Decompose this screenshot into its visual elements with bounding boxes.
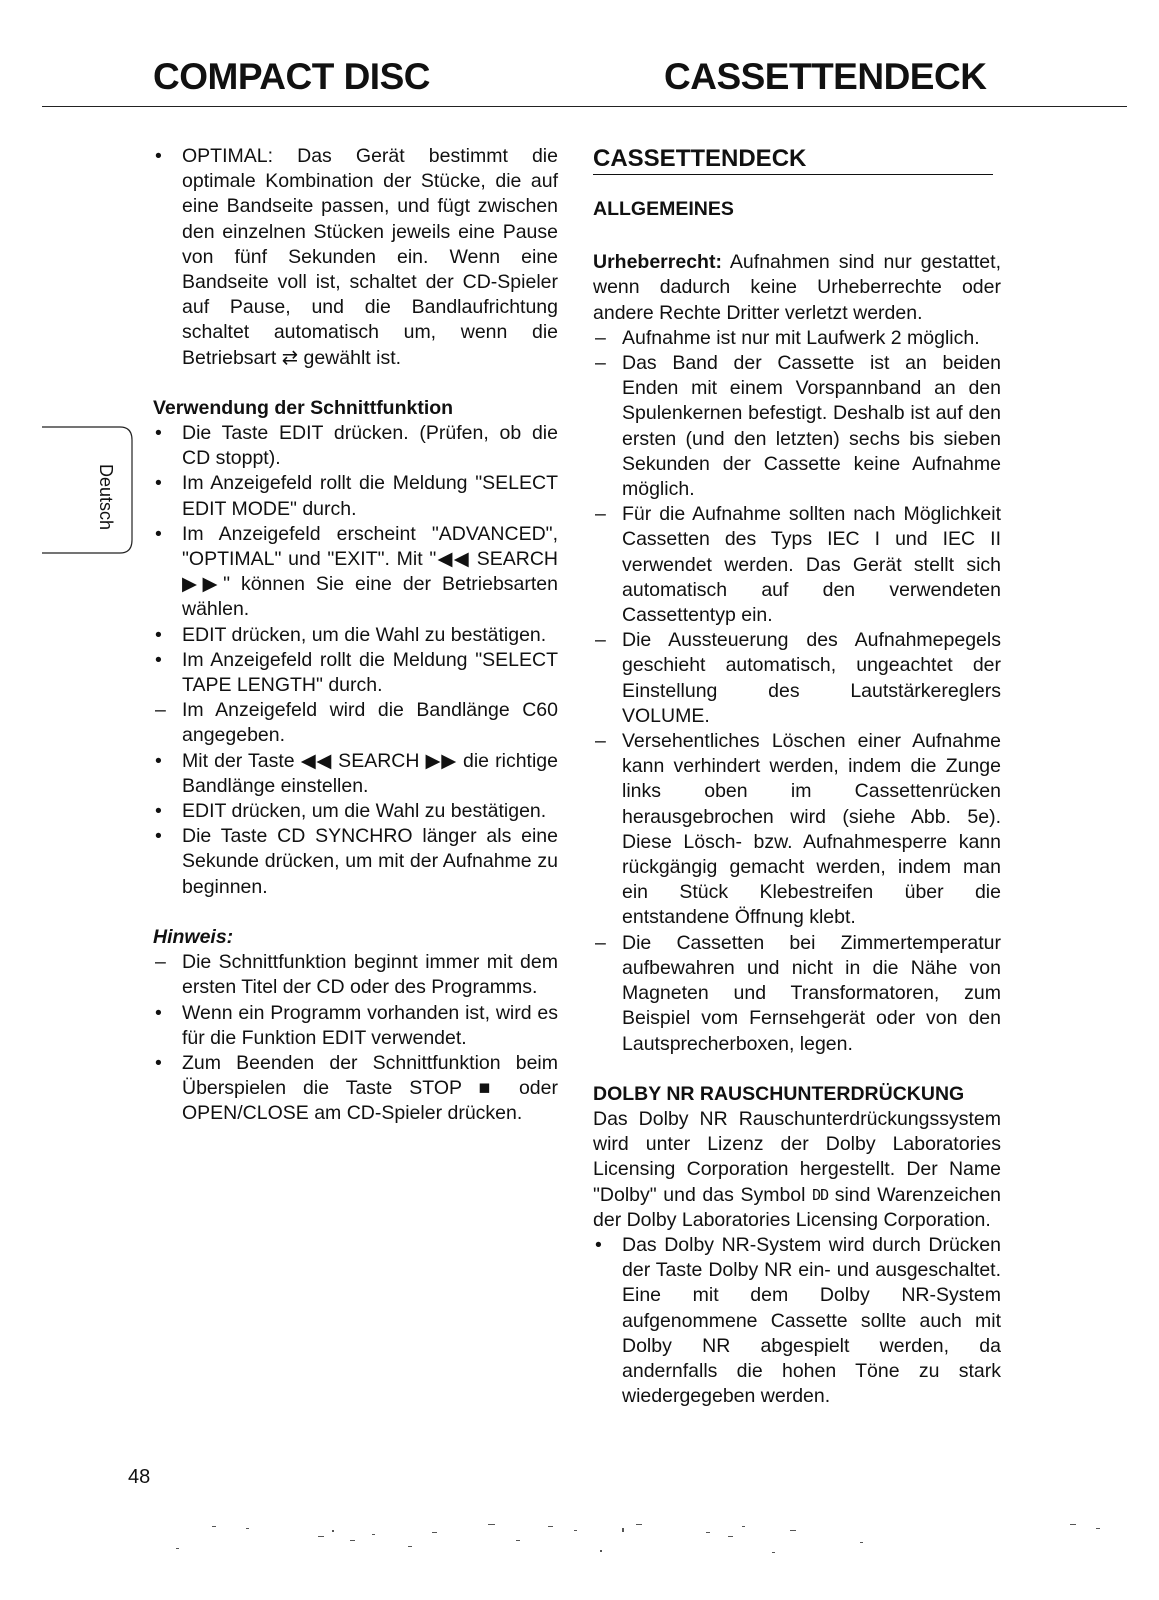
edit-step: • Die Taste CD SYNCHRO länger als eine Sekunde drücken, um mit der Aufnahme zu beginnen. [153,824,558,900]
dolby-symbol-icon: DD [812,1185,829,1204]
header-divider [42,106,1127,107]
header-compact-disc: COMPACT DISC [153,56,430,97]
general-item: – Aufnahme ist nur mit Laufwerk 2 möglich. [593,326,1001,351]
optimal-text-a: OPTIMAL: Das Gerät bestimmt die optimale Kombination der Stücke, die auf eine Bandseite passen, und fügt zwischen den einzelnen Stücken jeweils eine Pause von fünf Sekunden ein. Wenn eine Bandseite voll ist, schaltet der CD-Spieler auf Pause, und die Bandlaufrichtung schaltet automatisch um, wenn die Betriebsart [182,145,558,369]
dolby-text-a: Das Dolby NR Rauschunterdrückungssystem wird unter Lizenz der Dolby Laboratories Licensing Corporation hergestellt. Der Name "Dolby" und das Symbol [593,1107,1001,1206]
header-cassettendeck: CASSETTENDECK [664,56,987,97]
edit-step: • EDIT drücken, um die Wahl zu bestätigen. [153,623,558,648]
dolby-paragraph [593,1107,1001,1233]
edit-step: • Die Taste EDIT drücken. (Prüfen, ob die CD stoppt). [153,421,558,471]
edit-step: • Mit der Taste ◀◀ SEARCH ▶▶ die richtige Bandlänge einstellen. [153,749,558,799]
general-heading: ALLGEMEINES [593,198,734,220]
optimal-text-b: gewählt ist. [298,346,402,369]
note-item: – Die Schnittfunktion beginnt immer mit dem ersten Titel der CD oder des Programms. [153,950,558,1000]
general-item: – Die Aussteuerung des Aufnahmepegels geschieht automatisch, ungeachtet der Einstellung des Lautstärkereglers VOLUME. [593,628,1001,729]
edit-step: • Im Anzeigefeld rollt die Meldung "SELECT TAPE LENGTH" durch. [153,648,558,698]
edit-heading: Verwendung der Schnittfunktion [153,396,454,419]
note-item: • Wenn ein Programm vorhanden ist, wird es für die Funktion EDIT verwendet. [153,1001,558,1051]
spacer [593,1057,1001,1082]
general-item: – Das Band der Cassette ist an beiden Enden mit einem Vorspannband an den Spulenkernen befestigt. Deshalb ist auf den ersten (und den letzten) sechs bis sieben Sekunden der Cassette keine Aufnahme möglich. [593,351,1001,502]
note-heading: Hinweis: [153,925,234,948]
copyright-label: Urheberrecht: [593,251,722,274]
edit-step: – Im Anzeigefeld wird die Bandlänge C60 angegeben. [153,698,558,748]
general-item: – Für die Aufnahme sollten nach Möglichkeit Cassetten des Typs IEC I und IEC II verwendet werden. Das Gerät stellt sich automatisch auf den verwendeten Cassettentyp ein. [593,502,1001,628]
general-item: – Versehentliches Löschen einer Aufnahme kann verhindert werden, indem die Zunge links oben im Cassettenrücken herausgebrochen wird (siehe Abb. 5e). Diese Lösch- bzw. Aufnahmesperre kann rückgängig gemacht werden, indem man ein Stück Klebestreifen über die entstandene Öffnung klebt. [593,729,1001,931]
tab-outline [42,426,134,554]
language-tab [42,426,134,554]
scan-noise [0,1510,1159,1600]
spacer [153,371,558,396]
mode-symbol-icon: ⇄ [281,346,299,369]
note-item: • Zum Beenden der Schnittfunktion beim Überspielen die Taste STOP ■ oder OPEN/CLOSE am CD-Spieler drücken. [153,1051,558,1127]
spacer [153,900,558,925]
dolby-text-b: sind Warenzeichen der Dolby Laboratories Licensing Corporation. [593,1183,1001,1231]
page-number: 48 [128,1466,151,1488]
optimal-bullet [153,144,558,371]
language-label: Deutsch [96,464,116,531]
dolby-heading: DOLBY NR RAUSCHUNTERDRÜCKUNG [593,1082,965,1105]
edit-step: • EDIT drücken, um die Wahl zu bestätigen. [153,799,558,824]
left-column [153,144,558,1127]
section-title: CASSETTENDECK [593,144,993,175]
general-item: – Die Cassetten bei Zimmertemperatur aufbewahren und nicht in die Nähe von Magneten und Transformatoren, zum Beispiel vom Fernsehgerät oder von den Lautsprecherboxen, legen. [593,931,1001,1057]
copyright-paragraph [593,250,1001,326]
dolby-bullet: • Das Dolby NR-System wird durch Drücken der Taste Dolby NR ein- und ausgeschaltet. Eine mit dem Dolby NR-System aufgenommene Cassette sollte auch mit Dolby NR abgespielt werden, da andernfalls die hohen Töne zu stark wiedergegeben werden. [593,1233,1001,1409]
edit-step: • Im Anzeigefeld rollt die Meldung "SELECT EDIT MODE" durch. [153,471,558,521]
edit-step: • Im Anzeigefeld erscheint "ADVANCED", "OPTIMAL" und "EXIT". Mit "◀◀ SEARCH ▶▶" können Sie eine der Betriebsarten wählen. [153,522,558,623]
copyright-text: Aufnahmen sind nur gestattet, wenn dadurch keine Urheberrechte oder andere Rechte Dritter verletzt werden. [593,251,1001,324]
right-column [593,144,1001,1409]
